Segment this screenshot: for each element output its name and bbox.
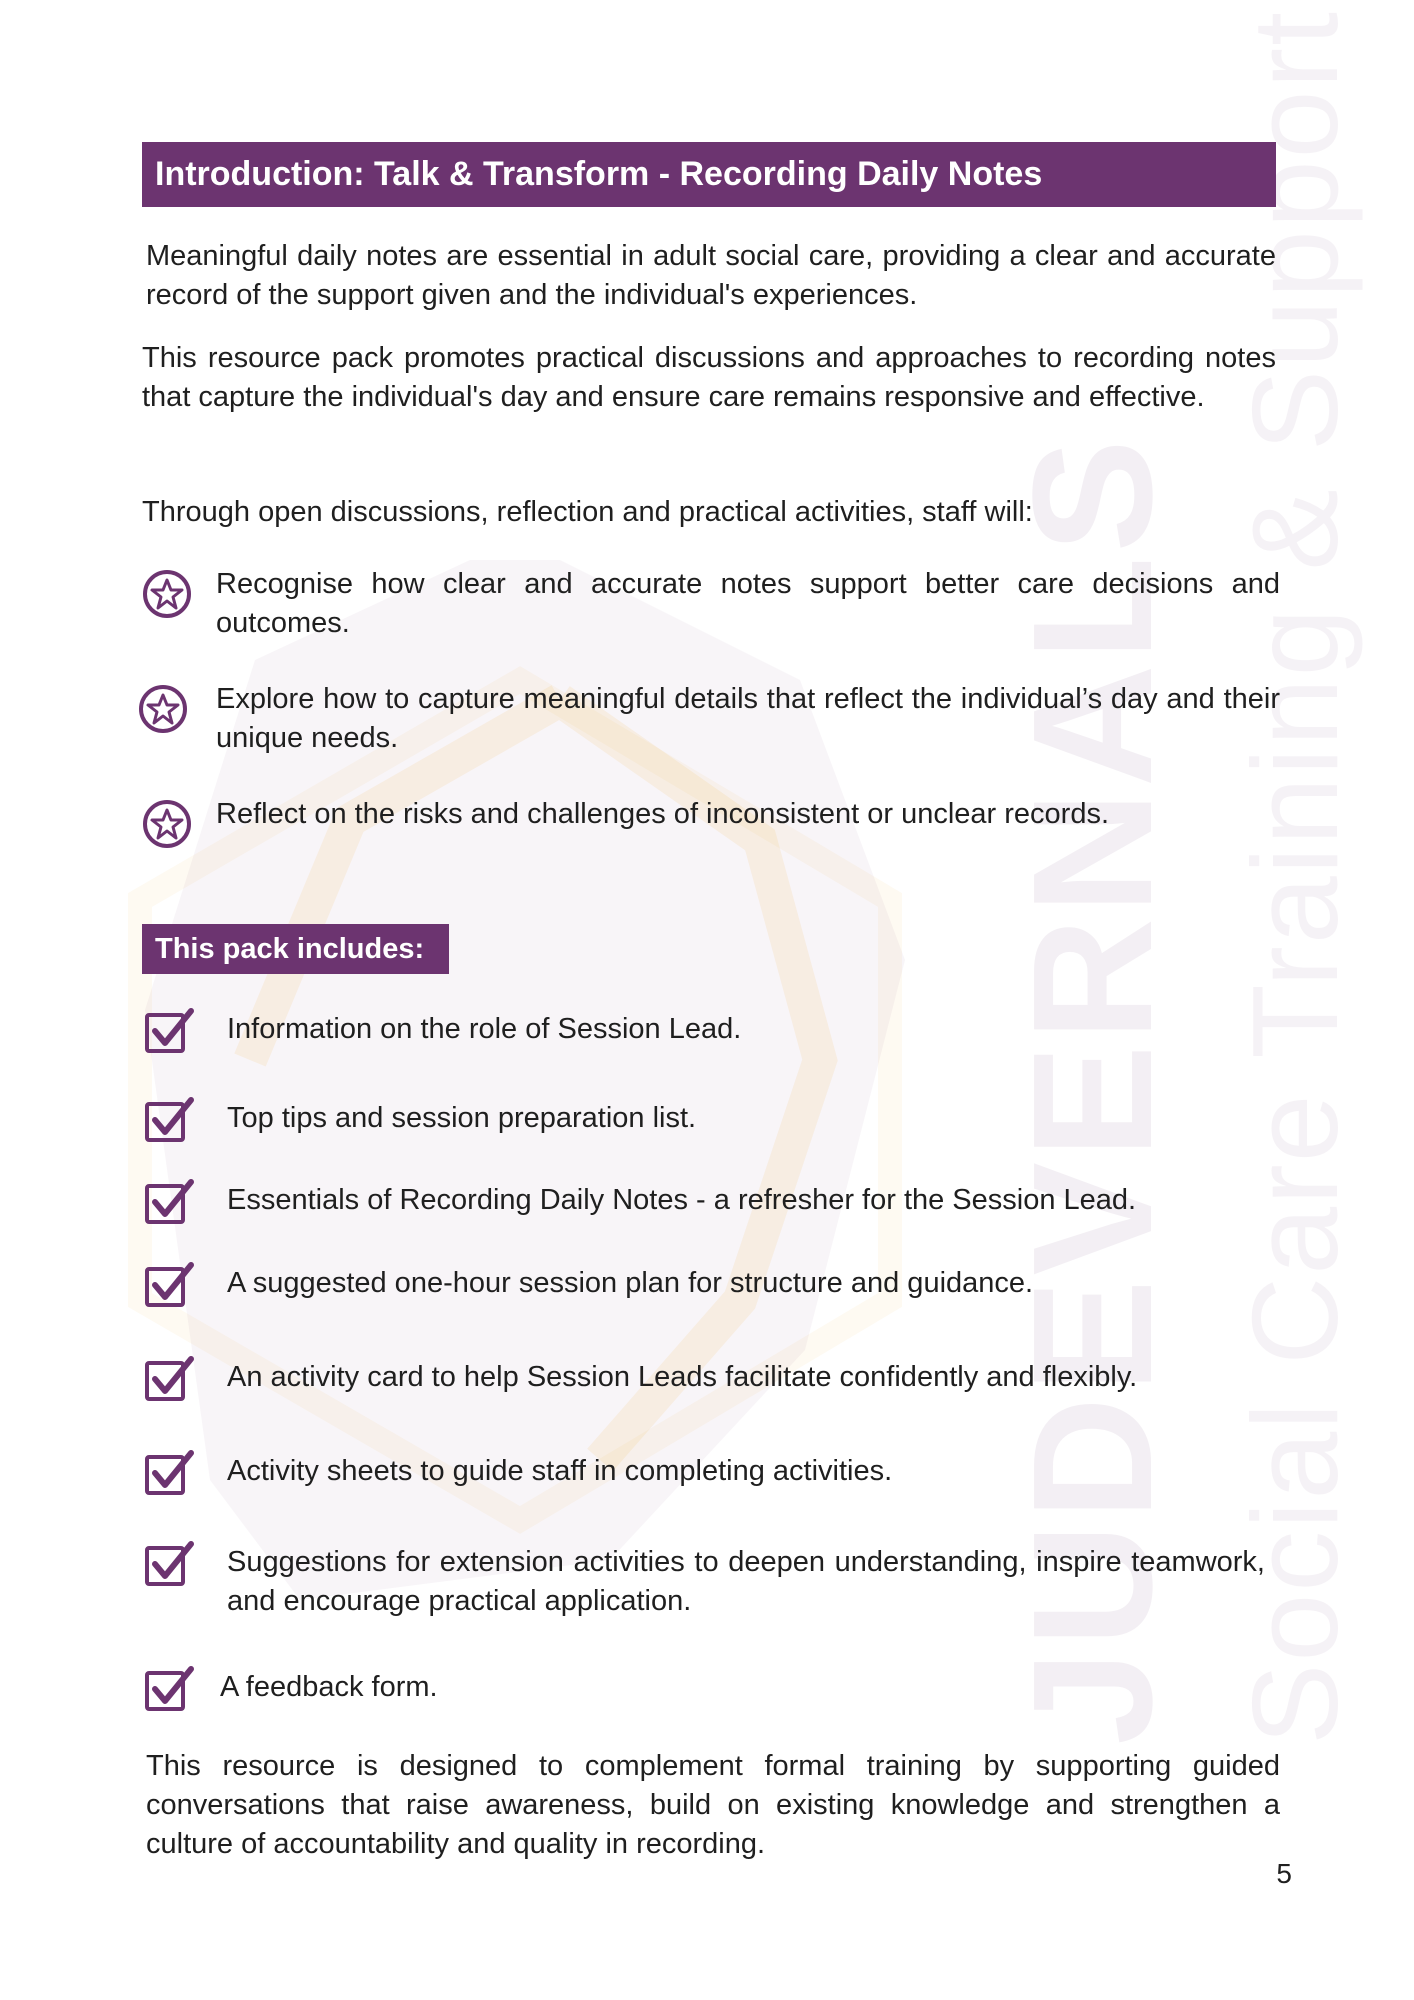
- checkbox-tick-icon: [145, 1007, 195, 1053]
- closing-paragraph: This resource is designed to complement formal training by supporting guided conversations that raise awareness, build on existing knowledge and strengthen a culture of accountability and quality in recording.: [146, 1750, 1280, 1860]
- checkbox-tick-icon: [145, 1261, 195, 1307]
- includes-text: A feedback form.: [220, 1671, 438, 1703]
- watermark-brand-text: JUDEVERNALS: [998, 435, 1188, 1745]
- intro-paragraph-3: Through open discussions, reflection and practical activities, staff will:: [142, 496, 1033, 528]
- includes-text: Top tips and session preparation list.: [227, 1102, 697, 1134]
- objective-text: Reflect on the risks and challenges of inconsistent or unclear records.: [216, 798, 1110, 830]
- section-heading: Introduction: Talk & Transform - Recording Daily Notes: [142, 142, 1276, 207]
- includes-text: Activity sheets to guide staff in completing activities.: [227, 1455, 893, 1487]
- star-circle-icon: [142, 799, 192, 849]
- includes-text: Suggestions for extension activities to deepen understanding, inspire teamwork, and encourage practical application.: [227, 1546, 1265, 1617]
- intro-paragraph-1: Meaningful daily notes are essential in adult social care, providing a clear and accurate record of the support given and the individual's experiences.: [146, 240, 1276, 311]
- checkbox-tick-icon: [145, 1096, 195, 1142]
- includes-text: Essentials of Recording Daily Notes - a refresher for the Session Lead.: [227, 1184, 1137, 1216]
- checkbox-tick-icon: [145, 1665, 195, 1711]
- star-circle-icon: [138, 684, 188, 734]
- includes-text: A suggested one-hour session plan for structure and guidance.: [227, 1267, 1034, 1299]
- star-circle-icon: [142, 569, 192, 619]
- includes-heading: This pack includes:: [142, 924, 449, 974]
- checkbox-tick-icon: [145, 1540, 195, 1586]
- intro-paragraph-2: This resource pack promotes practical discussions and approaches to recording notes that capture the individual's day and ensure care remains responsive and effective.: [142, 342, 1276, 413]
- checkbox-tick-icon: [145, 1178, 195, 1224]
- objective-text: Explore how to capture meaningful details that reflect the individual’s day and their unique needs.: [216, 683, 1280, 754]
- includes-text: Information on the role of Session Lead.: [227, 1013, 742, 1045]
- objective-text: Recognise how clear and accurate notes support better care decisions and outcomes.: [216, 568, 1280, 639]
- checkbox-tick-icon: [145, 1449, 195, 1495]
- watermark-tagline-text: Social Care Training & Support: [1227, 10, 1363, 1745]
- page-number: 5: [1276, 1858, 1292, 1889]
- checkbox-tick-icon: [145, 1355, 195, 1401]
- includes-text: An activity card to help Session Leads facilitate confidently and flexibly.: [227, 1361, 1138, 1393]
